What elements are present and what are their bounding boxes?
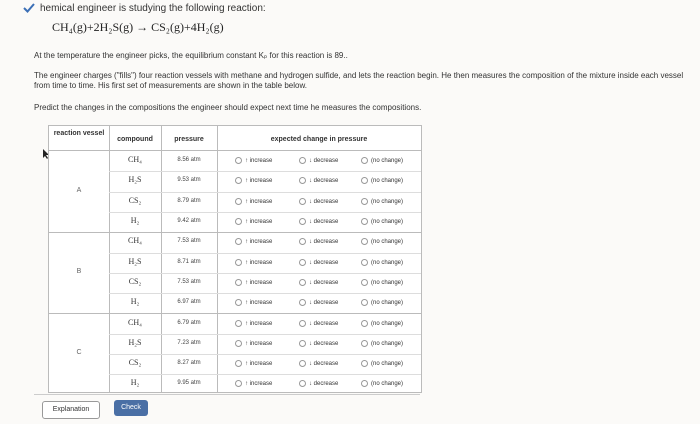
no-change-option[interactable] — [361, 380, 403, 387]
row-divider — [109, 293, 421, 294]
option-label: ↑ increase — [245, 280, 273, 287]
option-label: ↓ decrease — [309, 198, 339, 205]
radio-button[interactable] — [299, 340, 306, 347]
compound-cell: CH₄ — [128, 155, 142, 165]
no-change-option[interactable] — [361, 177, 403, 184]
vessel-divider — [49, 232, 421, 233]
option-label: (no change) — [371, 178, 404, 185]
radio-button[interactable] — [235, 157, 242, 164]
row-divider — [109, 374, 421, 375]
radio-button[interactable] — [361, 218, 368, 225]
decrease-option[interactable] — [299, 218, 338, 225]
option-label: ↓ decrease — [309, 320, 339, 327]
option-label: ↑ increase — [245, 198, 273, 205]
description-paragraph: The engineer charges ("fills") four reaction vessels with methane and hydrogen sulfide, and lets the reaction begin. He then measures the composition of the mixture inside each vessel from time to time. His first set of measurements are shown in the table below. — [34, 71, 684, 90]
option-label: ↓ decrease — [309, 259, 339, 266]
option-label: (no change) — [371, 381, 404, 388]
decrease-option[interactable] — [299, 259, 338, 266]
check-button[interactable]: Check — [114, 400, 148, 416]
header-pressure: pressure — [174, 136, 204, 143]
increase-option[interactable] — [235, 218, 272, 225]
radio-button[interactable] — [361, 380, 368, 387]
option-label: (no change) — [371, 198, 404, 205]
compound-cell: H₂S — [128, 175, 142, 185]
option-label: ↓ decrease — [309, 300, 339, 307]
row-divider — [109, 253, 421, 254]
decrease-option[interactable] — [299, 279, 338, 286]
compound-cell: CS₂ — [128, 358, 142, 368]
no-change-option[interactable] — [361, 360, 403, 367]
increase-option[interactable] — [235, 360, 272, 367]
radio-button[interactable] — [235, 218, 242, 225]
option-label: (no change) — [371, 320, 404, 327]
radio-button[interactable] — [361, 238, 368, 245]
row-divider — [109, 212, 421, 213]
radio-button[interactable] — [299, 198, 306, 205]
radio-button[interactable] — [235, 360, 242, 367]
explanation-button[interactable]: Explanation — [42, 401, 100, 419]
radio-button[interactable] — [299, 177, 306, 184]
compound-cell: CH₄ — [128, 317, 142, 327]
decrease-option[interactable] — [299, 157, 338, 164]
radio-button[interactable] — [299, 259, 306, 266]
option-label: ↑ increase — [245, 239, 273, 246]
decrease-option[interactable] — [299, 238, 338, 245]
option-label: (no change) — [371, 158, 404, 165]
compound-cell: H₂S — [128, 256, 142, 266]
column-divider — [217, 126, 218, 392]
option-label: (no change) — [371, 361, 404, 368]
row-divider — [109, 334, 421, 335]
increase-option[interactable] — [235, 198, 272, 205]
question-intro: hemical engineer is studying the following reaction: — [40, 3, 266, 14]
option-label: ↓ decrease — [309, 158, 339, 165]
header-vessel: reaction vessel — [53, 130, 105, 137]
header-divider — [49, 150, 421, 151]
option-label: ↑ increase — [245, 219, 273, 226]
no-change-option[interactable] — [361, 320, 403, 327]
vessel-label: B — [76, 267, 82, 275]
radio-button[interactable] — [235, 177, 242, 184]
option-label: ↑ increase — [245, 300, 273, 307]
radio-button[interactable] — [299, 299, 306, 306]
composition-table — [48, 125, 422, 393]
compound-cell: CS₂ — [128, 276, 142, 286]
footer-bar — [34, 394, 420, 423]
option-label: ↑ increase — [245, 158, 273, 165]
no-change-option[interactable] — [361, 259, 403, 266]
option-label: ↑ increase — [245, 320, 273, 327]
pressure-cell: 7.53 atm — [177, 238, 201, 245]
decrease-option[interactable] — [299, 360, 338, 367]
radio-button[interactable] — [235, 238, 242, 245]
header-compound: compound — [117, 136, 153, 143]
radio-button[interactable] — [235, 320, 242, 327]
decrease-option[interactable] — [299, 299, 338, 306]
option-label: (no change) — [371, 280, 404, 287]
radio-button[interactable] — [299, 238, 306, 245]
option-label: ↓ decrease — [309, 381, 339, 388]
header-expected-change: expected change in pressure — [270, 136, 368, 143]
increase-option[interactable] — [235, 157, 272, 164]
option-label: ↓ decrease — [309, 280, 339, 287]
no-change-option[interactable] — [361, 218, 403, 225]
radio-button[interactable] — [235, 279, 242, 286]
option-label: ↓ decrease — [309, 178, 339, 185]
option-label: ↑ increase — [245, 381, 273, 388]
reaction-equation: CH₄(g)+2H₂S(g) → CS₂(g)+4H₂(g) — [52, 20, 224, 34]
compound-cell: CH₄ — [128, 236, 142, 246]
option-label: ↓ decrease — [309, 340, 339, 347]
radio-button[interactable] — [361, 320, 368, 327]
radio-button[interactable] — [299, 157, 306, 164]
radio-button[interactable] — [361, 279, 368, 286]
increase-option[interactable] — [235, 320, 272, 327]
radio-button[interactable] — [299, 380, 306, 387]
radio-button[interactable] — [361, 177, 368, 184]
pressure-cell: 9.42 atm — [177, 218, 201, 225]
checkmark-icon[interactable] — [22, 2, 36, 14]
no-change-option[interactable] — [361, 279, 403, 286]
option-label: ↑ increase — [245, 361, 273, 368]
compound-cell: H₂ — [130, 378, 140, 388]
radio-button[interactable] — [235, 380, 242, 387]
radio-button[interactable] — [235, 340, 242, 347]
increase-option[interactable] — [235, 299, 272, 306]
radio-button[interactable] — [299, 360, 306, 367]
radio-button[interactable] — [361, 360, 368, 367]
compound-cell: H₂ — [130, 297, 140, 307]
option-label: (no change) — [371, 219, 404, 226]
equilibrium-paragraph: At the temperature the engineer picks, the equilibrium constant Kₚ for this reaction is 89.. — [34, 51, 348, 60]
pressure-cell: 6.79 atm — [177, 319, 201, 326]
increase-option[interactable] — [235, 177, 272, 184]
radio-button[interactable] — [235, 259, 242, 266]
no-change-option[interactable] — [361, 340, 403, 347]
vessel-divider — [49, 313, 421, 314]
radio-button[interactable] — [235, 299, 242, 306]
option-label: ↓ decrease — [309, 361, 339, 368]
no-change-option[interactable] — [361, 198, 403, 205]
vessel-label: C — [76, 349, 82, 356]
decrease-option[interactable] — [299, 380, 338, 387]
pressure-cell: 6.97 atm — [177, 299, 201, 306]
option-label: (no change) — [371, 259, 404, 266]
increase-option[interactable] — [235, 259, 272, 266]
radio-button[interactable] — [299, 320, 306, 327]
radio-button[interactable] — [361, 198, 368, 205]
no-change-option[interactable] — [361, 299, 403, 306]
increase-option[interactable] — [235, 340, 272, 347]
pressure-cell: 7.23 atm — [177, 339, 201, 346]
instruction-paragraph: Predict the changes in the compositions the engineer should expect next time he measures the compositions. — [34, 103, 422, 112]
row-divider — [109, 171, 421, 172]
pressure-cell: 7.53 atm — [177, 278, 201, 285]
pressure-cell: 8.71 atm — [177, 258, 201, 265]
radio-button[interactable] — [361, 157, 368, 164]
pressure-cell: 9.95 atm — [177, 380, 201, 387]
option-label: ↑ increase — [245, 178, 273, 185]
pressure-cell: 8.27 atm — [177, 360, 201, 367]
option-label: (no change) — [371, 340, 404, 347]
option-label: ↓ decrease — [309, 239, 339, 246]
radio-button[interactable] — [361, 299, 368, 306]
no-change-option[interactable] — [361, 238, 403, 245]
radio-button[interactable] — [361, 340, 368, 347]
decrease-option[interactable] — [299, 198, 338, 205]
pressure-cell: 8.56 atm — [177, 157, 201, 164]
pressure-cell: 8.79 atm — [177, 197, 201, 204]
compound-cell: H₂ — [130, 216, 140, 226]
pressure-cell: 9.53 atm — [177, 177, 201, 184]
vessel-label: A — [76, 186, 82, 194]
increase-option[interactable] — [235, 279, 272, 286]
option-label: (no change) — [371, 300, 404, 307]
option-label: (no change) — [371, 239, 404, 246]
no-change-option[interactable] — [361, 157, 403, 164]
compound-cell: CS₂ — [128, 195, 142, 205]
radio-button[interactable] — [299, 279, 306, 286]
increase-option[interactable] — [235, 380, 272, 387]
row-divider — [109, 192, 421, 193]
radio-button[interactable] — [235, 198, 242, 205]
decrease-option[interactable] — [299, 177, 338, 184]
option-label: ↓ decrease — [309, 219, 339, 226]
radio-button[interactable] — [361, 259, 368, 266]
radio-button[interactable] — [299, 218, 306, 225]
option-label: ↑ increase — [245, 259, 273, 266]
header-bar — [0, 0, 700, 20]
row-divider — [109, 354, 421, 355]
compound-cell: H₂S — [128, 337, 142, 347]
decrease-option[interactable] — [299, 320, 338, 327]
decrease-option[interactable] — [299, 340, 338, 347]
increase-option[interactable] — [235, 238, 272, 245]
option-label: ↑ increase — [245, 340, 273, 347]
row-divider — [109, 273, 421, 274]
